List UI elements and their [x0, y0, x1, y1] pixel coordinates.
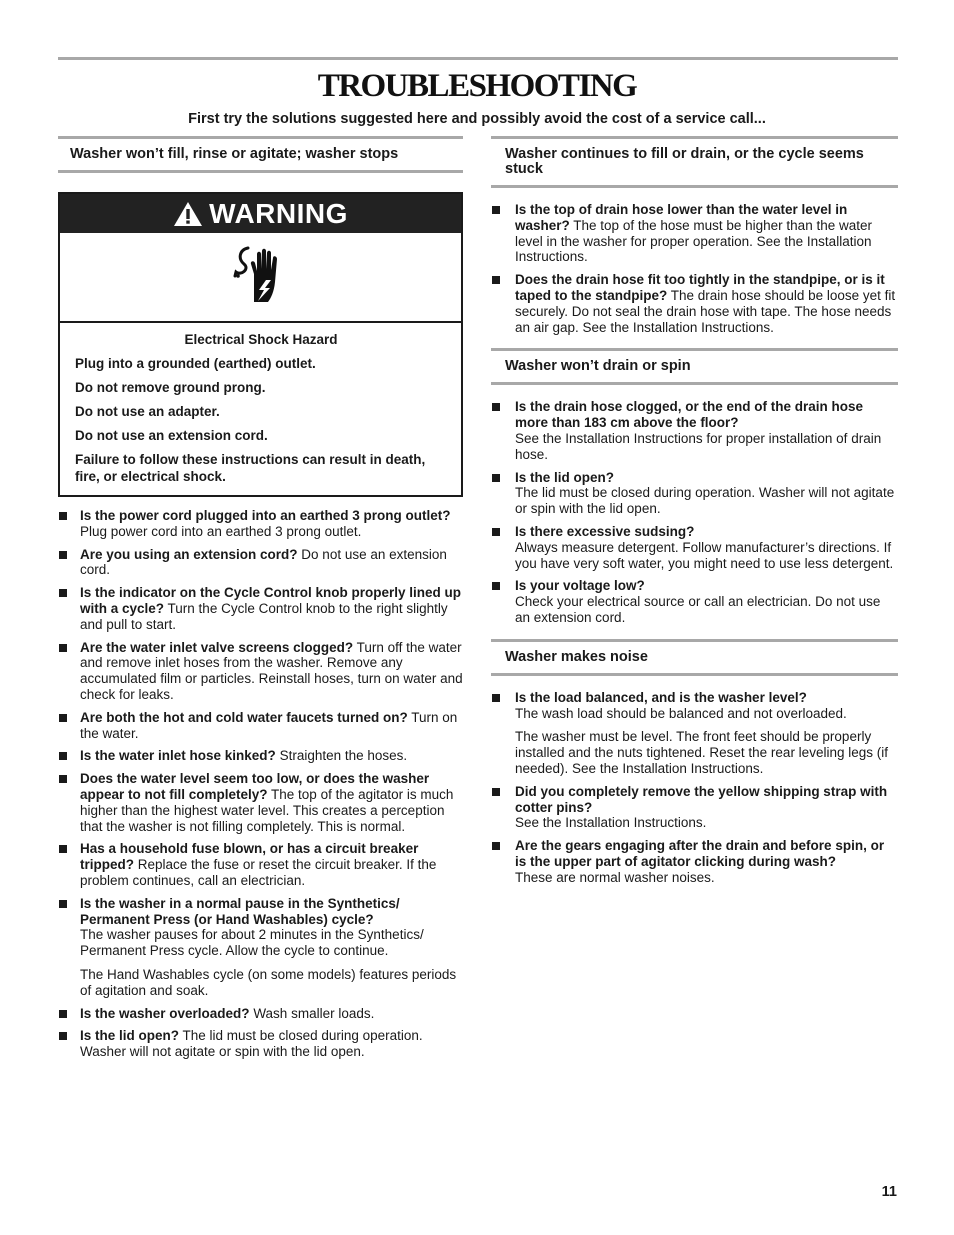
troubleshooting-list [58, 508, 463, 1060]
item-answer: Wash smaller loads. [249, 1005, 375, 1021]
warning-triangle-icon [173, 201, 203, 227]
hazard-title: Electrical Shock Hazard [184, 332, 338, 347]
warning-box [58, 192, 463, 497]
list-item [58, 896, 463, 999]
bullet-square-icon [492, 403, 500, 411]
item-question: Did you completely remove the yellow shipping strap with cotter pins? [515, 783, 888, 815]
bullet-square-icon [492, 474, 500, 482]
item-question: Is the washer overloaded? [80, 1005, 250, 1021]
bullet-square-icon [492, 206, 500, 214]
bullet-square-icon [59, 845, 67, 853]
list-item [491, 578, 898, 625]
item-answer: Straighten the hoses. [275, 748, 408, 764]
item-answer: See the Installation Instructions. [515, 815, 707, 831]
warning-banner [60, 194, 461, 233]
section-heading-wont-fill: Washer won’t fill, rinse or agitate; washer stops [58, 136, 463, 173]
list-item [58, 508, 463, 540]
bullet-square-icon [59, 752, 67, 760]
list-item [58, 1028, 463, 1060]
troubleshooting-list [491, 690, 898, 886]
item-question: Are both the hot and cold water faucets turned on? [80, 709, 408, 725]
item-answer: Turn on the water. [80, 709, 458, 741]
left-column [58, 136, 463, 1067]
item-answer: The top of the hose must be higher than the water level in the washer for proper operation. See the Installation Instructions. [515, 217, 872, 265]
list-item [491, 202, 898, 265]
item-question: Is there excessive sudsing? [515, 523, 695, 539]
item-question: Does the water level seem too low, or does the washer appear to not fill completely? [80, 771, 430, 802]
item-answer: Check your electrical source or call an electrician. Do not use an extension cord. [515, 594, 881, 625]
electrical-shock-hand-icon [226, 242, 296, 312]
item-answer: The wash load should be balanced and not overloaded. [515, 705, 847, 721]
warning-icon-area [60, 233, 461, 323]
item-question: Is the water inlet hose kinked? [80, 748, 276, 764]
bullet-square-icon [59, 589, 67, 597]
bullet-square-icon [59, 644, 67, 652]
top-rule [58, 57, 898, 60]
item-question: Is your voltage low? [515, 578, 645, 594]
item-question: Is the power cord plugged into an earthed 3 prong outlet? [80, 508, 451, 523]
bullet-square-icon [59, 1010, 67, 1018]
bullet-square-icon [492, 842, 500, 850]
list-item [491, 690, 898, 777]
page-title: TROUBLESHOOTING [317, 68, 637, 104]
bullet-square-icon [492, 582, 500, 590]
list-item [58, 547, 463, 579]
item-question: Are you using an extension cord? [80, 546, 298, 562]
list-item [491, 399, 898, 462]
item-question: Is the indicator on the Cycle Control knob properly lined up with a cycle? [80, 585, 462, 616]
item-answer: See the Installation Instructions for proper installation of drain hose. [515, 430, 882, 462]
section-heading-continues-fill: Washer continues to fill or drain, or the cycle seems stuck [491, 136, 898, 188]
item-question: Is the top of drain hose lower than the water level in washer? [515, 202, 848, 233]
item-question: Are the water inlet valve screens clogged? [80, 639, 354, 655]
bullet-square-icon [59, 900, 67, 908]
section-heading-wont-drain: Washer won’t drain or spin [491, 348, 898, 385]
bullet-square-icon [59, 1032, 67, 1040]
item-answer: Turn the Cycle Control knob to the right slightly and pull to start. [80, 600, 448, 632]
list-item [58, 640, 463, 703]
item-answer: Turn off the water and remove inlet hoses from the washer. Remove any accumulated film or particles. Reinstall hoses, turn on water and check for leaks. [80, 639, 463, 702]
list-item [491, 272, 898, 335]
list-item [491, 838, 898, 885]
list-item [58, 771, 463, 834]
item-question: Is the load balanced, and is the washer level? [515, 689, 807, 705]
item-extra: The Hand Washables cycle (on some models) features periods of agitation and soak. [80, 966, 457, 998]
bullet-square-icon [492, 528, 500, 536]
section-heading-noise: Washer makes noise [491, 639, 898, 676]
list-item [58, 748, 463, 764]
item-question: Is the drain hose clogged, or the end of the drain hose more than 183 cm above the floor? [515, 399, 864, 431]
bullet-square-icon [59, 775, 67, 783]
item-question: Is the washer in a normal pause in the Synthetics/ Permanent Press (or Hand Washables) cycle? [80, 895, 400, 927]
item-answer: Do not use an extension cord. [80, 546, 447, 578]
page-number: 11 [881, 1184, 897, 1200]
warning-label: WARNING [209, 197, 348, 229]
item-answer: Plug power cord into an earthed 3 prong outlet. [80, 523, 362, 539]
bullet-square-icon [59, 714, 67, 722]
list-item [58, 1006, 463, 1022]
item-extra: The washer must be level. The front feet should be properly installed and the nuts tightened. Reset the rear leveling legs (if needed). See the Installation Instructions. [515, 729, 888, 776]
warning-line: Do not use an extension cord. [75, 428, 268, 443]
item-answer: The lid must be closed during operation. Washer will not agitate or spin with the lid open. [80, 1028, 423, 1060]
warning-line: Do not remove ground prong. [75, 380, 266, 395]
bullet-square-icon [492, 276, 500, 284]
list-item [58, 710, 463, 742]
item-question: Is the lid open? [515, 469, 615, 485]
bullet-square-icon [59, 512, 67, 520]
item-answer: The washer pauses for about 2 minutes in the Synthetics/ Permanent Press cycle. Allow the cycle to continue. [80, 927, 424, 959]
warning-text [60, 323, 461, 495]
item-answer: Always measure detergent. Follow manufacturer’s directions. If you have very soft water, you might need to use less detergent. [515, 539, 894, 571]
item-answer: The drain hose should be loose yet fit securely. Do not seal the drain hose with tape. The hose needs an air gap. See the Installation Instructions. [515, 287, 896, 335]
warning-line: Failure to follow these instructions can result in death, fire, or electrical shock. [75, 452, 426, 484]
item-answer: The lid must be closed during operation. Washer will not agitate or spin with the lid open. [515, 485, 895, 517]
page-subtitle: First try the solutions suggested here and possibly avoid the cost of a service call... [188, 111, 766, 127]
item-question: Is the lid open? [80, 1028, 180, 1044]
troubleshooting-list [491, 202, 898, 335]
list-item [491, 524, 898, 571]
item-question: Are the gears engaging after the drain and before spin, or is the upper part of agitator clicking during wash? [515, 838, 885, 869]
item-question: Has a household fuse blown, or has a circuit breaker tripped? [80, 841, 419, 873]
bullet-square-icon [59, 551, 67, 559]
bullet-square-icon [492, 694, 500, 702]
right-column [491, 136, 898, 899]
item-answer: These are normal washer noises. [515, 869, 715, 885]
list-item [58, 841, 463, 888]
item-answer: The top of the agitator is much higher than the highest water level. This creates a perception that the washer is not filling completely. This is normal. [80, 786, 454, 834]
item-answer: Replace the fuse or reset the circuit breaker. If the problem continues, call an electrician. [80, 857, 437, 888]
list-item [491, 784, 898, 831]
troubleshooting-list [491, 399, 898, 625]
bullet-square-icon [492, 788, 500, 796]
warning-line: Plug into a grounded (earthed) outlet. [75, 356, 316, 371]
item-question: Does the drain hose fit too tightly in the standpipe, or is it taped to the standpipe? [515, 272, 885, 303]
list-item [491, 470, 898, 517]
list-item [58, 585, 463, 632]
warning-line: Do not use an adapter. [75, 404, 220, 419]
